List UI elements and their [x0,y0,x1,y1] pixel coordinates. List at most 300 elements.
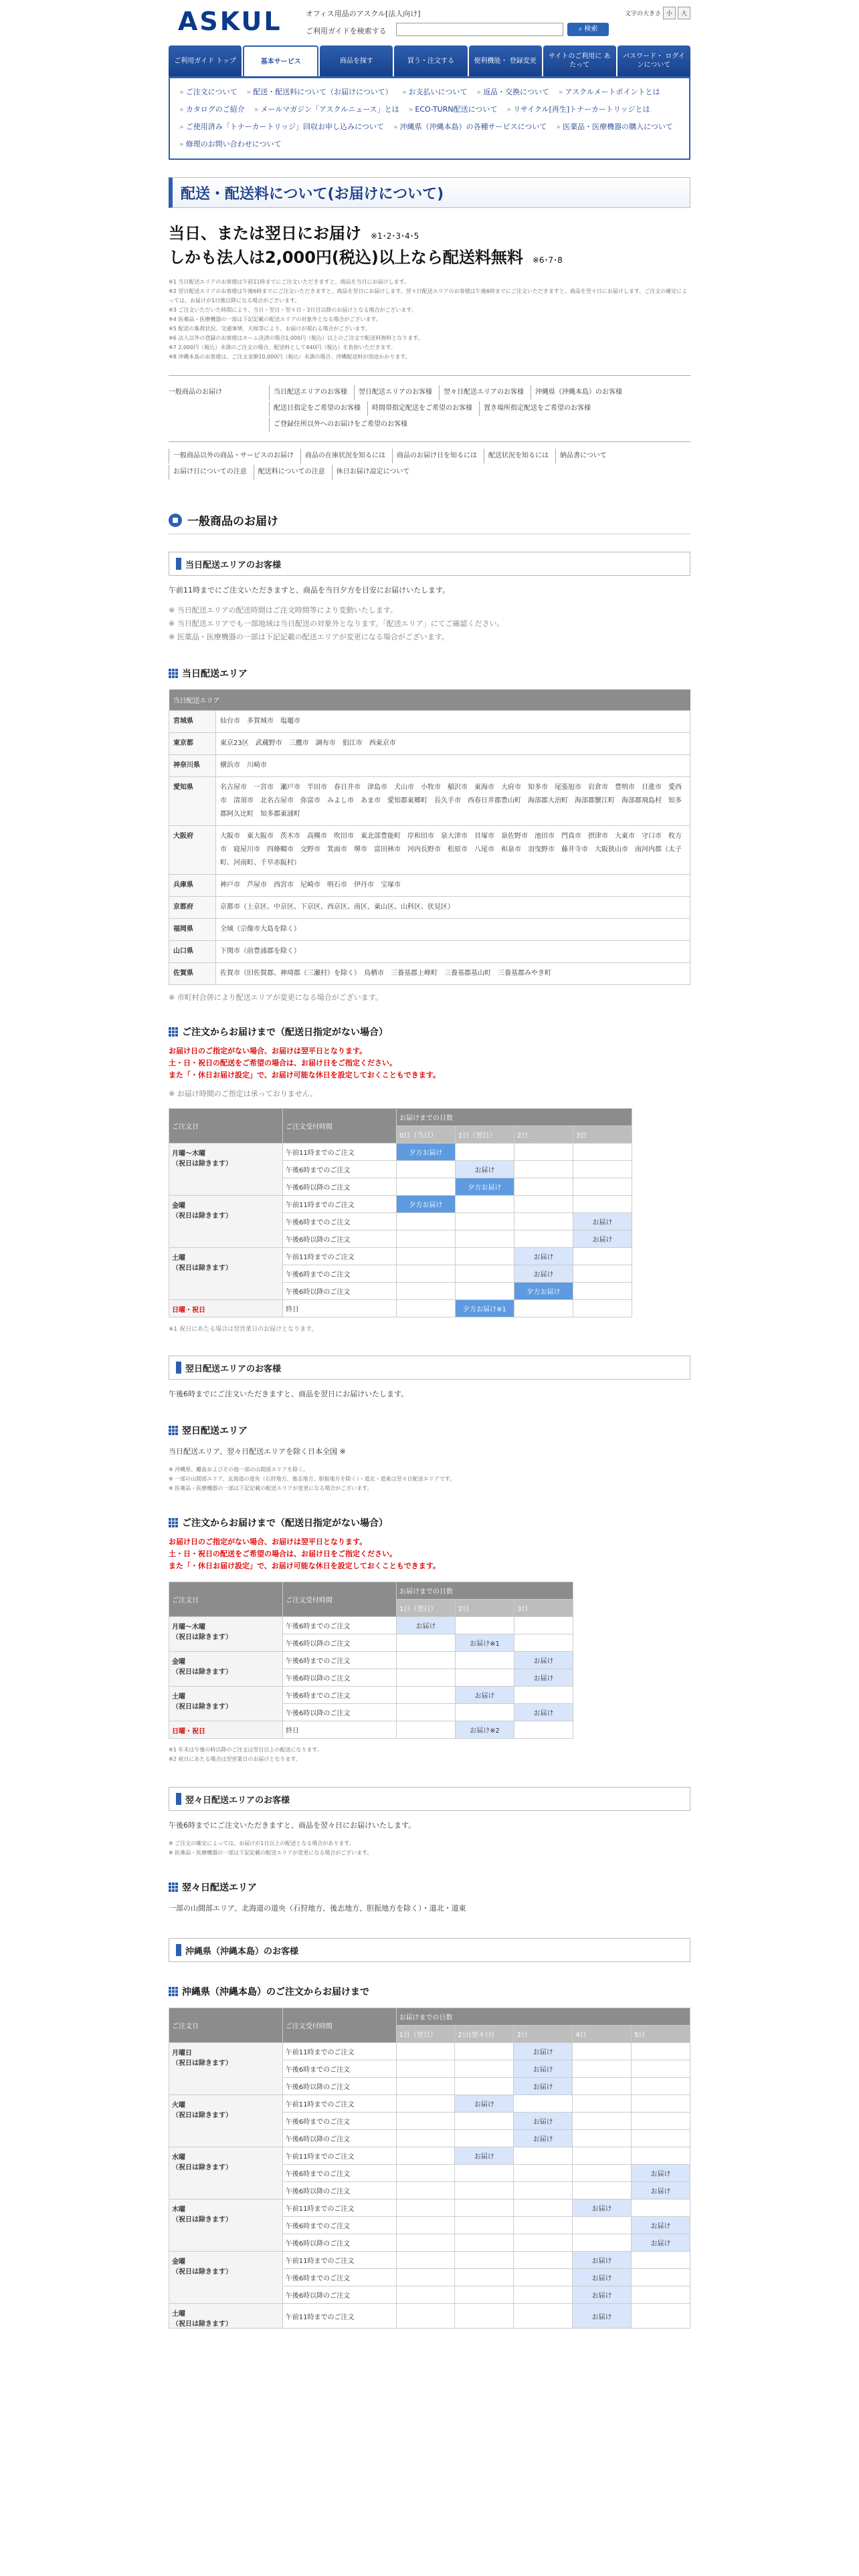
prefecture-cell: 福岡県 [169,919,216,941]
anchor-links-other [169,441,690,479]
delivery-cell [456,1669,514,1687]
header-order-time: ご注文受付時間 [282,2008,396,2043]
search-label: ご利用ガイドを検索する [306,27,387,35]
order-day-cell [169,2147,283,2199]
delivery-cell [456,1704,514,1721]
table-row [169,733,690,755]
delivery-cell [456,1652,514,1669]
note: ※ 医薬品・医療機器の一部は下記記載の配送エリアが変更になる場合がございます。 [169,633,449,641]
headline-notes [169,278,690,362]
order-day-sub: （祝日は除きます） [172,2060,232,2067]
anchor-link[interactable]: 翌々日配送エリアのお客様 [439,385,524,400]
table-row [169,1721,573,1739]
delivery-cell [396,2130,455,2147]
delivery-cell [514,1196,573,1213]
font-small-button[interactable]: 小 [663,7,676,19]
delivery-cell: お届け [514,2078,573,2095]
delivery-cell: お届け [573,2252,632,2269]
anchor-link[interactable]: ご登録住所以外へのお届けをご希望のお客様 [269,417,407,432]
twoday-text: 午後6時までにご注文いただきますと、商品を翌々日にお届けいたします。 [169,1821,416,1830]
delivery-cell [396,2269,455,2286]
bar-icon [176,1793,181,1805]
delivery-cell [455,2113,514,2130]
grid-icon [169,669,178,678]
delivery-cell [573,2165,632,2182]
order-day-cell [169,1617,283,1652]
delivery-cell [396,2252,455,2269]
delivery-cell [397,1669,456,1687]
order-day: 月曜日 [172,2050,192,2057]
delivery-cell: お届け [573,1213,632,1230]
prefecture-cell: 大阪府 [169,826,216,875]
table-row [169,1652,573,1669]
delivery-cell [455,2217,514,2234]
subnav-link[interactable]: » 医薬品・医療機器の購入について [556,120,673,134]
delivery-cell: 夕方お届け※1 [456,1300,514,1317]
delivery-cell [455,2199,514,2217]
delivery-cell: 夕方お届け [397,1196,456,1213]
table-row [169,1687,573,1704]
anchor-link[interactable]: 配送状況を知るには [484,449,549,463]
anchor-link-general[interactable]: 一般商品のお届け [169,389,222,396]
table-row [169,826,690,875]
schedule2-title: ご注文からお届けまで（配送日指定がない場合） [182,1518,388,1529]
okinawa-schedule-table [169,2008,690,2329]
prefecture-cell: 愛知県 [169,777,216,826]
order-time-cell: 午後6時以降のご注文 [283,1283,397,1300]
note: ※ ご注文の確定によっては、お届けが1日以上の配送となる場合があります。 [169,1840,355,1846]
order-day-cell [169,2095,283,2147]
delivery-cell: お届け [573,1230,632,1248]
delivery-cell [514,1161,573,1178]
header-day-col: 3日 [514,1600,573,1617]
order-day: 金曜 [172,1202,185,1210]
header-row [169,1109,632,1126]
delivery-cell: お届け [456,1687,514,1704]
delivery-cell [514,1634,573,1652]
note: ※ 当日配送エリアの配送時間はご注文時間等により変動いたします。 [169,606,397,615]
order-time-cell: 午後6時までのご注文 [283,1652,397,1669]
page [169,0,690,2329]
order-day-sub: （祝日は除きます） [172,1669,232,1676]
delivery-cell: お届け [514,2130,573,2147]
delivery-cell [456,1617,514,1634]
delivery-cell [573,1178,632,1196]
order-time-cell: 午後6時までのご注文 [283,1161,397,1178]
subnav-link[interactable]: » アスクルメートポイントとは [559,85,660,100]
bar-icon [176,1944,181,1956]
font-large-button[interactable]: 大 [678,7,690,19]
header-day-col: 2日 [456,1600,514,1617]
order-day: 火曜 [172,2102,185,2109]
note: ※5 配送の集荷状況、交通事情、天候等により、お届けが遅れる場合がございます。 [169,326,371,332]
subnav-link[interactable]: » カタログのご紹介 [179,102,245,117]
table-body [169,2043,690,2329]
delivery-cell [455,2252,514,2269]
subnav-link[interactable]: » 返品・交換について [476,85,549,100]
delivery-cell [573,2060,632,2078]
delivery-cell [632,2043,690,2060]
order-day: 土曜 [172,1693,185,1701]
sameday-notes [169,604,690,644]
delivery-cell [514,2269,573,2286]
schedule1-warning [169,1045,690,1081]
cities-cell: 佐賀市（旧佐賀郡、神埼郡（三瀬村）を除く） 鳥栖市 三養基郡上峰町 三養基郡基山町 三養基郡みやき町 [216,963,690,985]
table-row [169,1248,632,1265]
delivery-cell [573,2182,632,2199]
cities-cell: 東京23区 武蔵野市 三鷹市 調布市 狛江市 西東京市 [216,733,690,755]
table-row [169,875,690,897]
delivery-cell: お届け [573,2286,632,2304]
table-row [169,2252,690,2269]
delivery-cell [397,1704,456,1721]
warning-line: 土・日・祝日の配送をご希望の場合は、お届け日をご指定ください。 [169,1059,397,1067]
nav-site-usage[interactable]: サイトのご利用に あたって [543,45,616,76]
anchor-link[interactable]: 当日配送エリアのお客様 [269,385,347,400]
header-day-col: 3日 [514,2026,573,2043]
order-time-cell: 午後6時までのご注文 [282,2060,396,2078]
nav-basic-service[interactable]: 基本サービス [243,45,318,76]
grid-icon [169,1518,178,1527]
note: ※2 翌日配送エリアのお客様は午後6時までにご注文いただきますと、商品を翌日にお届けします。翌々日配送エリアのお客様は午後6時までにご注文いただきますと、商品を翌々日にお届けします。ご注文の確定によっては、お届けが1日後以降になる場合がございます。 [169,288,688,304]
delivery-cell [455,2234,514,2252]
delivery-cell [455,2182,514,2199]
delivery-cell [397,1721,456,1739]
anchor-link[interactable]: お届け日についての注意 [169,465,247,479]
delivery-cell [573,2234,632,2252]
delivery-cell [397,1634,456,1652]
delivery-cell [632,2078,690,2095]
order-time-cell: 午前11時までのご注文 [283,1248,397,1265]
delivery-cell: 夕方お届け [397,1144,456,1161]
order-time-cell: 午後6時までのご注文 [283,1213,397,1230]
delivery-cell: お届け [632,2165,690,2182]
delivery-cell [632,2095,690,2113]
prefecture-cell: 山口県 [169,941,216,963]
delivery-cell [573,1300,632,1317]
order-time-cell: 午後6時以降のご注文 [282,2130,396,2147]
delivery-cell [632,2286,690,2304]
order-time-cell: 午後6時以降のご注文 [283,1704,397,1721]
subnav-link[interactable]: » お支払いについて [402,85,468,100]
note: ※ 沖縄県、離島およびその他一部の山間部エリアを除く。 [169,1467,309,1473]
warning-line: お届け日のご指定がない場合、お届けは翌平日となります。 [169,1047,367,1055]
order-time-cell: 午前11時までのご注文 [283,1144,397,1161]
table-row [169,2095,690,2113]
nextday-heading [169,1356,690,1380]
delivery-cell [455,2165,514,2182]
schedule2-footnotes [169,1745,690,1764]
table-row [169,1196,632,1213]
anchor-link[interactable]: 時間帯指定配送をご希望のお客様 [367,401,472,416]
delivery-cell: お届け※2 [456,1721,514,1739]
subnav-link[interactable]: » ECO-TURN配送について [409,102,498,117]
header-day-col: 4日 [573,2026,632,2043]
delivery-cell [456,1196,514,1213]
header-row [169,2008,690,2026]
order-time-cell: 午後6時以降のご注文 [283,1178,397,1196]
table-row [169,919,690,941]
table-row [169,1300,632,1317]
order-time-cell: 午後6時までのご注文 [283,1617,397,1634]
delivery-cell [632,2199,690,2217]
prefecture-cell: 京都府 [169,897,216,919]
sub-nav [169,76,690,160]
twoday-area-text: 一部の山間部エリア、北海道の道央（石狩地方、後志地方、胆振地方を除く）・道北・道東 [169,1904,466,1913]
global-nav [169,45,690,76]
note: ※2 祝日にあたる場合は翌営業日のお届けとなります。 [169,1756,301,1762]
table-row [169,777,690,826]
order-time-cell: 午後6時以降のご注文 [282,2182,396,2199]
search-button-label: 検索 [584,25,598,33]
anchor-link[interactable]: 配送日指定をご希望のお客様 [269,401,361,416]
order-day-sub: （祝日は除きます） [172,2216,232,2224]
order-time-cell: 終日 [283,1300,397,1317]
anchor-link[interactable]: 置き場所指定配送をご希望のお客様 [479,401,591,416]
okinawa-schedule-title: 沖縄県（沖縄本島）のご注文からお届けまで [182,1987,369,1998]
delivery-cell [514,1144,573,1161]
note: ※1 当日配送エリアのお客様は午前11時までにご注文いただきますと、商品を当日にお届けします。 [169,279,409,285]
table-row [169,1617,573,1634]
delivery-cell: お届け [397,1617,456,1634]
sameday-text: 午前11時までにご注文いただきますと、商品を当日夕方を目安にお届けいたします。 [169,586,450,595]
cities-cell: 全域（宗像市大島を除く） [216,919,690,941]
order-time-cell: 午後6時以降のご注文 [283,1634,397,1652]
twoday-title: 翌々日配送エリアのお客様 [185,1795,290,1806]
delivery-cell [455,2286,514,2304]
anchor-link[interactable]: 沖縄県（沖縄本島）のお客様 [531,385,622,400]
delivery-cell [397,1265,456,1283]
table-row [169,755,690,777]
nextday-area-text: 当日配送エリア、翌々日配送エリアを除く日本全国 ※ [169,1447,346,1456]
nextday-area-heading [169,1424,690,1437]
header-day-col: 3日 [573,1126,632,1144]
order-time-cell: 午前11時までのご注文 [282,2199,396,2217]
header-order-day: ご注文日 [169,1109,283,1144]
order-time-cell: 終日 [283,1721,397,1739]
order-day-cell [169,1248,283,1300]
delivery-cell [573,1265,632,1283]
order-time-cell: 午後6時以降のご注文 [283,1669,397,1687]
headline-note2: ※6･7･8 [532,255,563,265]
site-tagline: オフィス用品のアスクル[法人向け] [306,9,421,18]
order-day-cell [169,2304,283,2329]
schedule2-heading [169,1516,690,1529]
delivery-cell [514,1721,573,1739]
delivery-cell [514,2182,573,2199]
schedule2-warning [169,1536,690,1572]
delivery-cell: お届け [632,2182,690,2199]
warning-line: 土・日・祝日の配送をご希望の場合は、お届け日をご指定ください。 [169,1549,397,1558]
delivery-cell [514,2234,573,2252]
delivery-cell [456,1248,514,1265]
delivery-cell [632,2252,690,2269]
delivery-cell: お届け [514,1652,573,1669]
note: ※7 2,000円（税込）未満のご注文の場合、配送料として440円（税込）を負担いただきます。 [169,344,396,350]
sameday-area-title: 当日配送エリア [182,669,248,679]
header-day-col: 1日（翌日） [397,1600,456,1617]
delivery-cell [456,1144,514,1161]
header-day-col: 1日（翌日） [396,2026,455,2043]
nav-guide-top[interactable]: ご利用ガイド トップ [169,45,242,76]
subnav-link[interactable]: » リサイクル[再生]トナーカートリッジとは [506,102,650,117]
section-icon [169,514,182,527]
delivery-cell [396,2199,455,2217]
delivery-cell [397,1300,456,1317]
delivery-cell [396,2165,455,2182]
table-row [169,2043,690,2060]
table-head [169,1582,573,1617]
delivery-cell [396,2217,455,2234]
order-day: 金曜 [172,1658,185,1666]
delivery-cell [396,2078,455,2095]
note: ※6 法人以外の登録のお客様はホーム決済の場合1,000円（税込）以上のご注文で配送料無料となります。 [169,335,423,341]
order-day-cell [169,1652,283,1687]
delivery-cell [514,2252,573,2269]
subnav-link[interactable]: » 沖縄県（沖縄本島）の各種サービスについて [393,120,547,134]
delivery-cell [455,2060,514,2078]
order-time-cell: 午前11時までのご注文 [282,2095,396,2113]
delivery-cell [396,2095,455,2113]
header-order-time: ご注文受付時間 [283,1582,397,1617]
order-day: 水曜 [172,2154,185,2161]
table-body [169,1144,632,1317]
delivery-cell [396,2147,455,2165]
prefecture-cell: 宮城県 [169,711,216,733]
order-day: 木曜 [172,2206,185,2214]
note: ※ 一部の山間部エリア、北海道の道央（石狩地方、後志地方、胆振地方を除く）・道北・道東は翌々日配送エリアです。 [169,1476,456,1482]
delivery-cell [632,2269,690,2286]
order-day: 月曜～木曜 [172,1624,205,1631]
search-button[interactable] [567,23,609,36]
order-day-sub: （祝日は除きます） [172,2164,232,2171]
table-row [169,941,690,963]
warning-line: また「・休日お届け設定」で、お届け可能な休日を設定しておくこともできます。 [169,1071,440,1079]
anchor-link[interactable]: 商品の在庫状況を知るには [300,449,385,463]
delivery-cell [573,2078,632,2095]
search-icon: ⌕ [578,25,585,33]
grid-icon [169,1027,178,1037]
schedule1-footnote: ※1 祝日にあたる場合は翌営業日のお届けとなります。 [169,1326,318,1333]
header-day-col: 5日 [632,2026,690,2043]
cities-cell: 名古屋市 一宮市 瀬戸市 半田市 春日井市 津島市 犬山市 小牧市 稲沢市 東海市 大府市 知多市 尾張旭市 岩倉市 豊明市 日進市 愛西市 清須市 北名古屋市 弥富市 みよし市 あま市 愛知郡東郷町 長久手市 西春日井郡豊山町 海部郡大治町 海部郡蟹江町 海部郡飛島村 知多郡阿久比町 知多郡東浦町 [216,777,690,826]
bar-icon [176,558,181,570]
note: ※4 医薬品・医療機器の一部は下記記載の配送エリアの対象外となる場合がございます。 [169,316,381,322]
delivery-cell [573,1161,632,1178]
table-row [169,963,690,985]
delivery-cell [573,1196,632,1213]
search-input[interactable] [396,23,563,36]
area-table-note: ※ 市町村合併により配送エリアが変更になる場合がございます。 [169,993,383,1002]
prefecture-cell: 兵庫県 [169,875,216,897]
delivery-cell [514,2165,573,2182]
subnav-link[interactable]: » 修理のお問い合わせについて [179,137,282,152]
schedule2-table [169,1582,573,1739]
cities-cell: 大阪市 東大阪市 茨木市 高槻市 吹田市 東北部豊能町 岸和田市 泉大津市 貝塚市 泉佐野市 池田市 門真市 摂津市 大東市 守口市 枚方市 寝屋川市 四條畷市 交野市 箕面市 堺市 富田林市 河内長野市 松原市 八尾市 和泉市 羽曳野市 藤井寺市 大阪狭山市 南河内郡（太子町、河南町、千早赤阪村） [216,826,690,875]
subnav-link[interactable]: » ご使用済み「トナーカートリッジ」回収お申し込みについて [179,120,384,134]
nextday-area-title: 翌日配送エリア [182,1426,248,1436]
order-time-cell: 午後6時までのご注文 [283,1687,397,1704]
anchor-link[interactable]: 翌日配送エリアのお客様 [354,385,432,400]
nav-order[interactable]: 買う・注文する [394,45,467,76]
delivery-cell [573,2217,632,2234]
delivery-cell: お届け [455,2095,514,2113]
anchor-links-general [169,375,690,432]
prefecture-cell: 東京都 [169,733,216,755]
sameday-heading [169,552,690,576]
delivery-cell: お届け [514,1265,573,1283]
order-day-sub: （祝日は除きます） [172,1634,232,1641]
note: ※ 医薬品・医療機器の一部は下記記載の配送エリアが変更になる場合がございます。 [169,1485,373,1491]
anchor-link[interactable]: 配送料についての注意 [254,465,325,479]
nav-password-login[interactable]: パスワード・ ログインについて [617,45,690,76]
grid-icon [169,1426,178,1435]
delivery-cell [573,1283,632,1300]
delivery-cell [396,2234,455,2252]
okinawa-heading [169,1938,690,1962]
twoday-area-heading [169,1881,690,1894]
header-days-until: お届けまでの日数 [396,2008,690,2026]
order-time-cell: 午前11時までのご注文 [282,2147,396,2165]
order-time-cell: 午後6時以降のご注文 [283,1230,397,1248]
font-size-label: 文字の大きさ [624,11,661,17]
nextday-text: 午後6時までにご注文いただきますと、商品を翌日にお届けいたします。 [169,1390,409,1398]
subnav-link[interactable]: » ご注文について [179,85,237,100]
delivery-cell [455,2130,514,2147]
table-row [169,1144,632,1161]
delivery-cell [573,2147,632,2165]
order-day-sub: （祝日は除きます） [172,2321,232,2328]
delivery-cell [573,1248,632,1265]
order-day-cell [169,1300,283,1317]
askul-logo[interactable]: ASKUL [178,7,282,36]
grid-icon [169,1987,178,1996]
anchor-link[interactable]: 一般商品以外の商品・サービスのお届け [169,449,294,463]
anchor-link[interactable]: 納品書について [555,449,607,463]
nav-features[interactable]: 便利機能・ 登録変更 [469,45,542,76]
delivery-cell [514,1178,573,1196]
delivery-cell [514,1213,573,1230]
delivery-cell: お届け [573,2199,632,2217]
order-day: 日曜・祝日 [172,1307,205,1314]
delivery-cell: 夕方お届け [456,1178,514,1196]
delivery-cell [573,2095,632,2113]
delivery-cell [632,2113,690,2130]
header-row [169,1582,573,1600]
subnav-link[interactable]: » メールマガジン「アスクルニュース」とは [254,102,399,117]
delivery-cell [396,2304,455,2329]
order-day-cell [169,1721,283,1739]
nav-find-products[interactable]: 商品を探す [320,45,393,76]
subnav-link-current[interactable]: » 配送・配送料について（お届けについて） [247,85,393,100]
sameday-area-heading [169,667,690,680]
delivery-cell [455,2269,514,2286]
anchor-link[interactable]: 商品のお届け日を知るには [392,449,477,463]
delivery-cell: お届け [514,1704,573,1721]
table-row [169,2199,690,2217]
order-time-cell: 午後6時までのご注文 [282,2165,396,2182]
anchor-link[interactable]: 休日お届け設定について [332,465,410,479]
delivery-cell [397,1230,456,1248]
delivery-cell: お届け [632,2234,690,2252]
delivery-cell [397,1687,456,1704]
delivery-cell [514,2147,573,2165]
header-order-day: ご注文日 [169,1582,283,1617]
delivery-cell [396,2043,455,2060]
order-time-cell: 午後6時以降のご注文 [282,2078,396,2095]
header-order-day: ご注文日 [169,2008,283,2043]
order-day-cell [169,2252,283,2304]
